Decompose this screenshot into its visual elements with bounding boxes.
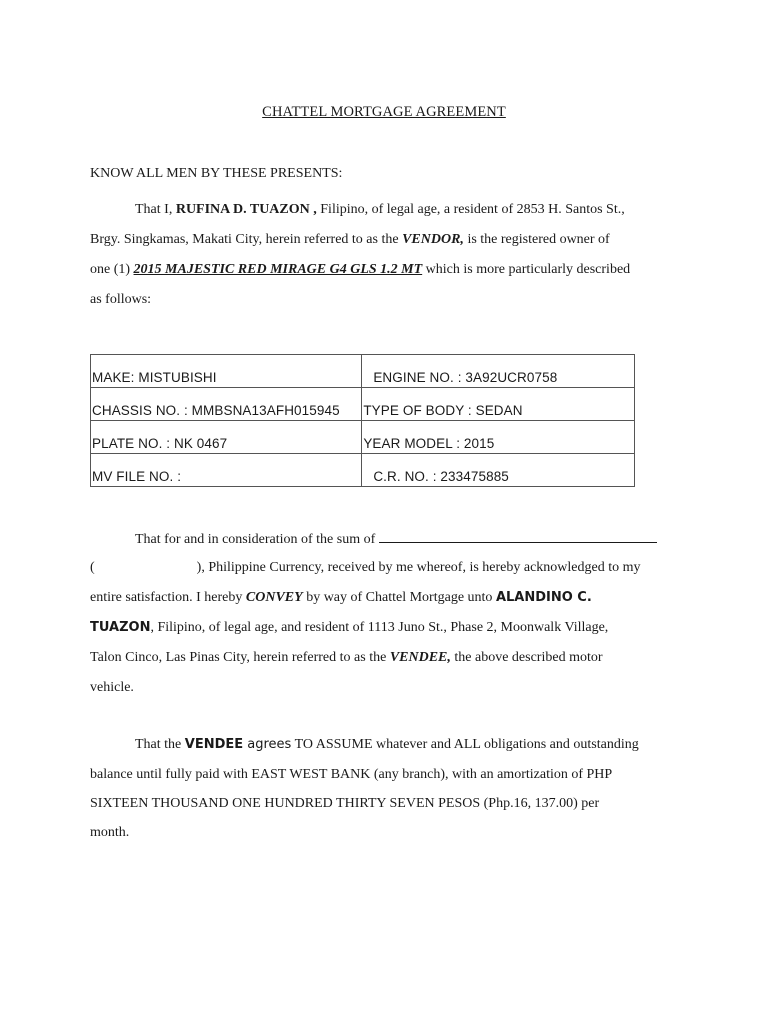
vendee-surname: TUAZON bbox=[90, 620, 151, 635]
para1-text: Brgy. Singkamas, Makati City, herein referred to as the bbox=[90, 232, 403, 247]
table-row bbox=[91, 421, 635, 454]
para1-text: That I, bbox=[135, 202, 176, 217]
spec-engine-text: ENGINE NO. : 3A92UCR0758 bbox=[373, 370, 558, 385]
convey-term: CONVEY bbox=[245, 590, 303, 605]
para2-line1 bbox=[135, 530, 657, 548]
spec-year: YEAR MODEL : 2015 bbox=[362, 421, 635, 454]
spec-chassis: CHASSIS NO. : MMBSNA13AFH015945 bbox=[91, 388, 362, 421]
agrees-term: agrees bbox=[243, 737, 292, 752]
para1-text: Filipino, of legal age, a resident of 2853 H. Santos St., bbox=[316, 202, 625, 217]
table-row bbox=[91, 454, 635, 487]
para1-text: is the registered owner of bbox=[463, 232, 610, 247]
spec-body: TYPE OF BODY : SEDAN bbox=[362, 388, 635, 421]
para2-text: by way of Chattel Mortgage unto bbox=[302, 590, 496, 605]
para3-text: TO ASSUME whatever and ALL obligations and outstanding bbox=[291, 737, 639, 752]
spec-mv-file: MV FILE NO. : bbox=[91, 454, 362, 487]
para3-text: That the bbox=[135, 737, 185, 752]
para2-text: Talon Cinco, Las Pinas City, herein referred to as the bbox=[90, 650, 390, 665]
vendor-role: VENDOR, bbox=[402, 232, 464, 247]
vehicle-description: 2015 MAJESTIC RED MIRAGE G4 GLS 1.2 MT bbox=[133, 262, 423, 277]
para2-text: ), Philippine Currency, received by me whereof, is hereby acknowledged to my bbox=[196, 560, 641, 575]
para3-line3: SIXTEEN THOUSAND ONE HUNDRED THIRTY SEVEN PESOS (Php.16, 137.00) per bbox=[90, 796, 600, 811]
para2-line5 bbox=[90, 650, 603, 666]
para1-line3 bbox=[90, 262, 630, 278]
table-row bbox=[91, 355, 635, 388]
para2-line2 bbox=[90, 560, 641, 576]
spec-cr-text: C.R. NO. : 233475885 bbox=[373, 469, 509, 484]
amount-blank-line bbox=[379, 530, 657, 543]
para1-text: one (1) bbox=[90, 262, 134, 277]
spec-make: MAKE: MISTUBISHI bbox=[91, 355, 362, 388]
vendor-name: RUFINA D. TUAZON , bbox=[175, 202, 317, 217]
vendee-name: ALANDINO C. bbox=[495, 590, 592, 605]
para2-line6: vehicle. bbox=[90, 680, 134, 695]
para1-line4: as follows: bbox=[90, 292, 152, 307]
para1-line1 bbox=[135, 202, 625, 218]
table-row bbox=[91, 388, 635, 421]
para2-text: , Filipino, of legal age, and resident of 1113 Juno St., Phase 2, Moonwalk Village, bbox=[150, 620, 609, 635]
para2-text: ( bbox=[90, 560, 95, 575]
para2-line3 bbox=[90, 590, 592, 606]
opening-line: KNOW ALL MEN BY THESE PRESENTS: bbox=[90, 166, 343, 181]
para2-line4 bbox=[90, 620, 608, 636]
vehicle-specs-table bbox=[90, 354, 635, 487]
spec-cr bbox=[362, 454, 635, 487]
spec-engine bbox=[362, 355, 635, 388]
para1-line2 bbox=[90, 232, 610, 248]
para3-line1 bbox=[135, 737, 639, 753]
document-title: CHATTEL MORTGAGE AGREEMENT bbox=[262, 104, 506, 120]
vendee-term: VENDEE bbox=[184, 737, 244, 752]
vendee-role: VENDEE, bbox=[389, 650, 451, 665]
spec-plate: PLATE NO. : NK 0467 bbox=[91, 421, 362, 454]
para2-text: That for and in consideration of the sum of bbox=[135, 532, 379, 547]
para2-text: entire satisfaction. I hereby bbox=[90, 590, 246, 605]
para2-text: the above described motor bbox=[450, 650, 603, 665]
para1-text: which is more particularly described bbox=[422, 262, 631, 277]
para3-line2: balance until fully paid with EAST WEST BANK (any branch), with an amortization of PHP bbox=[90, 767, 613, 782]
para3-line4: month. bbox=[90, 825, 130, 840]
